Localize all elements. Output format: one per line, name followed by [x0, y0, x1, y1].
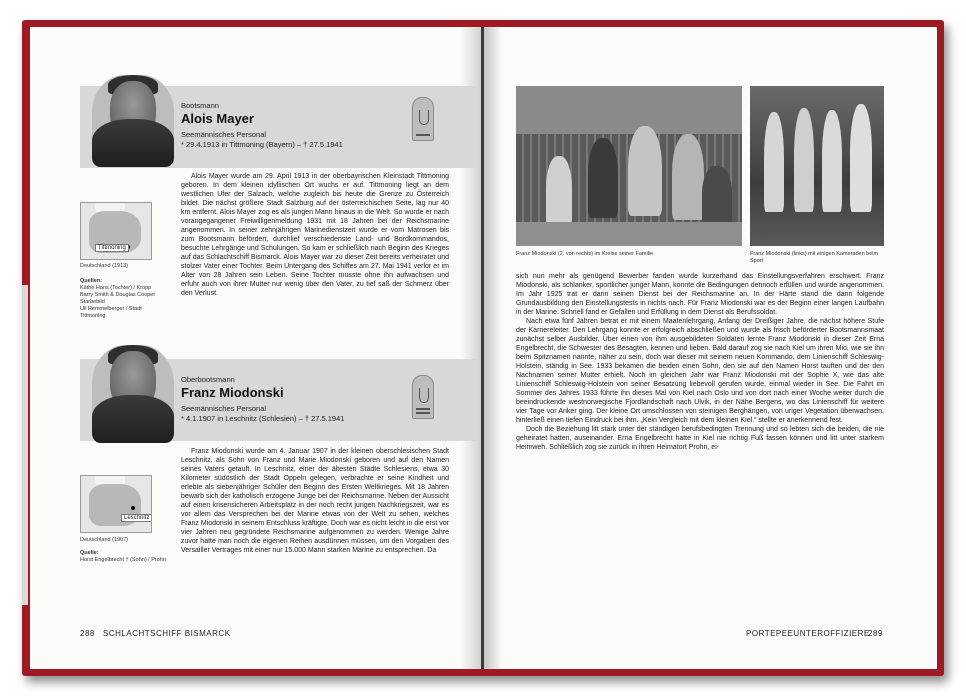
profile1-biography-text: Alois Mayer wurde am 29. April 1913 in der oberbayrischen Kleinstadt Tittmoning geboren. In dem kleinen idyllischen Ort wuchs er auf. Tittmoning liegt an dem westlichen Ufer der Salzach, welche zugleich bis heute die Grenze zu Österreich bildet. Die nächst größere Stadt Salzburg auf der österreichischen Seite, lag nur 40 km entfernt. Alois Mayer zog es als jungen Mann hinaus in die Welt. So wurde er nach vorangegangener Freiwilligenmeldung 1931 mit 18 Jahren bei der Reichsmarine angenommen. In seiner zehnjährigen Marinedienstzeit wurde er vom Matrosen bis zum Bootsmann befördert, durchlief verschiedenste Land- und Bordkommandos, besuchte Lehrgänge und Schulungen. So kam er schließlich nach Beginn des Krieges auf das Schlachtschiff Bismarck. Alois Mayer war zu dieser Zeit bereits verheiratet und stolzer Vater einer Tochter. Beim Untergang des Schiffes am 27. Mai 1941 verlor er im Alter von 28 Jahren sein Leben. Seine Tochter musste ohne ihn aufwachsen und erfuhr auch von ihrer Mutter nur wenig über den Vater, zu tief saß der Schmerz über den Verlust.	[181, 173, 449, 297]
family-photo-caption: Franz Miodonski (2. von rechts) im Kreise seiner Familie	[516, 251, 654, 257]
profile1-rank-insignia	[412, 97, 434, 141]
photo-ground	[516, 222, 742, 246]
insignia-bar	[416, 408, 430, 410]
profile2-dates: * 4.1.1907 in Leschnitz (Schlesien) – † 27.5.1941	[181, 414, 345, 423]
right-page	[484, 27, 937, 669]
anchor-icon	[419, 388, 429, 403]
sport-photo-caption: Franz Miodonski (links) mit einigen Kameraden beim Sport	[750, 251, 879, 264]
profile2-rank: Oberbootsmann	[181, 375, 235, 384]
portrait-uniform	[92, 119, 174, 167]
insignia-bar	[416, 134, 430, 136]
profile2-rank-insignia	[412, 375, 434, 419]
profile2-map-label: Leschnitz	[121, 514, 152, 522]
profile1-name: Alois Mayer	[181, 111, 254, 126]
profile1-portrait	[92, 75, 174, 167]
profile2-map	[80, 475, 152, 533]
profile1-sources	[80, 278, 166, 320]
right-page-footer-section: PORTEPEEUNTEROFFIZIERE	[746, 629, 870, 638]
photo-figure	[794, 108, 814, 212]
photo-figure	[764, 112, 784, 212]
anchor-icon	[419, 110, 429, 125]
profile1-map-label: Tittmoning	[95, 244, 129, 252]
profile1-unit: Seemännisches Personal	[181, 130, 267, 139]
profile1-rank: Bootsmann	[181, 101, 219, 110]
profile1-sources-list: Käthe Hans (Tochter) / Kropp Barry Smith & Douglas Cooper Starbebild Uli Remmelberger / Stadt Tittmoning	[80, 285, 156, 319]
photo-figure	[546, 156, 572, 226]
photo-figure	[850, 104, 872, 212]
profile2-sources-list: Horst Engelbrecht † (Sohn) / Prohn	[80, 557, 166, 563]
map-marker-icon	[131, 506, 135, 510]
family-photo	[516, 86, 742, 246]
portrait-uniform	[92, 395, 174, 443]
profile2-map-caption: Deutschland (1907)	[80, 537, 129, 543]
photo-figure	[702, 166, 732, 226]
left-page	[30, 27, 482, 669]
cover-stripe	[22, 285, 28, 605]
right-page-footer-number: 289	[868, 629, 883, 638]
gutter-shadow	[484, 27, 502, 669]
profile1-dates: * 29.4.1913 in Tittmoning (Bayern) – † 27.5.1941	[181, 140, 343, 149]
photo-figure	[588, 138, 618, 218]
profile2-sources	[80, 550, 166, 564]
profile1-map	[80, 202, 152, 260]
paragraph: Nach etwa fünf Jahren betrat er mit einem Maatenlehrgang, Anfang der Dreißiger Jahre, die nächst höhere Stufe der Karriereleiter. Den Lehrgang konnte er erfolgreich abschließen und wurde als frisch beförderter Bootsmannsmaat zunächst selber Ausbilder. Über einen von ihm ausgebildeten Soldaten lernte Franz Miodonski in dieser Zeit Erna Engelbrecht, die Schwester des Besagten, kennen und lieben. Bald darauf zog sie nach Kiel um ihren Mio, wie sie ihn beim Spitznamen nannte, näher zu sein, doch war dieser mit seinem neuen Kommando, dem Linienschiff Schleswig-Holstein, ständig in See. 1933 bekamen die beiden einen Sohn, den sie auf den Namen Horst tauften und der den Nachnamen seiner Mutter erhielt. Noch im gleichen Jahr war Franz Miodonski mit der Sophie X, wie das alte Linienschiff Schleswig-Holstein von seiner Besatzung liebevoll gerufen wurde, einmal wieder in See. Die Fahrt im Sommer des Jahres 1933 führte ihn dieses Mal von Kiel nach Oslo und von dort nach einer Woche weiter durch die beeindruckende westnorwegische Fjordlandschaft nach Ulvik, in der Nähe Bergens, wo das Linienschiff für weitere vier Tage vor Anker ging. Der kleine Ort umschlossen von steinigen Berghängen, von uriger Vegetation überwachsen, hinterließ einen tiefen Eindruck bei ihm. „Kein Vergleich mit dem kleinen Kiel.“ stellte er anerkennend fest.	[516, 318, 884, 424]
insignia-bar	[416, 412, 430, 414]
paragraph: sich nun mehr als genügend Bewerber fanden wurde kurzerhand das Einstellungsverfahren erschwert. Franz Miodonski, als schlanker, sportlicher junger Mann, konnte die Bedingungen dennoch erfüllen und wurde angenommen. Im Jahr 1925 trat er dann seinen Dienst bei der Reichsmarine an. In der Härte stand die dann folgende Grundausbildung den Einstellungstests in nichts nach. Für Franz Miodonski war es der Beginn einer langen Laufbahn in der Marine. Schnell fand er Gefallen und Erfüllung in dem Dienst als Berufssoldat.	[516, 273, 884, 316]
profile2-biography-text: Franz Miodonski wurde am 4. Januar 1907 in der kleinen oberschlesischen Stadt Leschnitz, als Sohn von Franz und Marie Miodonski geboren und auf den Namen seines Vaters getauft. In Leschnitz, einer der ältesten Städte Schlesiens, etwa 30 Kilometer südöstlich der Stadt Oppeln gelegen, verbrachte er seine Kindheit und erlebte als siebenjähriger Schüler den Beginn des Ersten Weltkrieges. Mit 18 Jahren bewarb sich der katholisch erzogene Junge bei der Reichsmarine. Neben der Aussicht auf einen krisensicheren Arbeitsplatz in der noch recht jungen Nachkriegszeit, war es vor allem das Versprechen bei der Marine etwas von der Welt zu sehen, welches Franz Miodonski in seinem Entschluss kräftigte. Doch war es nicht leicht in die erst vor vier Jahren neu gegründete Reichsmarine aufgenommen zu werden. Wenige Jahre zuvor hatte man noch die eigenen Reihen ausdünnen müssen, um den Vorgaben des Versailler Vertrages mit einer nur 15.000 Mann starken Marine zu entsprechen. Da	[181, 448, 449, 554]
sport-photo	[750, 86, 884, 246]
right-page-body	[516, 272, 884, 452]
profile2-sources-title: Quelle:	[80, 550, 99, 556]
photo-figure	[628, 126, 662, 216]
profile2-portrait	[92, 345, 174, 443]
profile1-map-caption: Deutschland (1913)	[80, 263, 129, 269]
profile2-name: Franz Miodonski	[181, 385, 284, 400]
profile1-sources-title: Quellen:	[80, 278, 103, 284]
profile1-biography	[181, 172, 449, 298]
left-page-footer: 288 SCHLACHTSCHIFF BISMARCK	[80, 629, 231, 638]
profile2-biography	[181, 447, 449, 555]
photo-figure	[822, 110, 842, 212]
profile2-unit: Seemännisches Personal	[181, 404, 267, 413]
paragraph: Doch die Beziehung litt stark unter der ständigen berufsbedingten Trennung und so lebten sich die beiden, die nie geheiratet hatten, auseinander. Erna Engelbrecht hatte in Kiel nie richtig Fuß fassen können und litt unter starkem Heimweh. Schließlich zog sie zurück in ihren Heimatort Prohn, ei-	[516, 426, 884, 451]
photo-figure	[672, 134, 704, 220]
